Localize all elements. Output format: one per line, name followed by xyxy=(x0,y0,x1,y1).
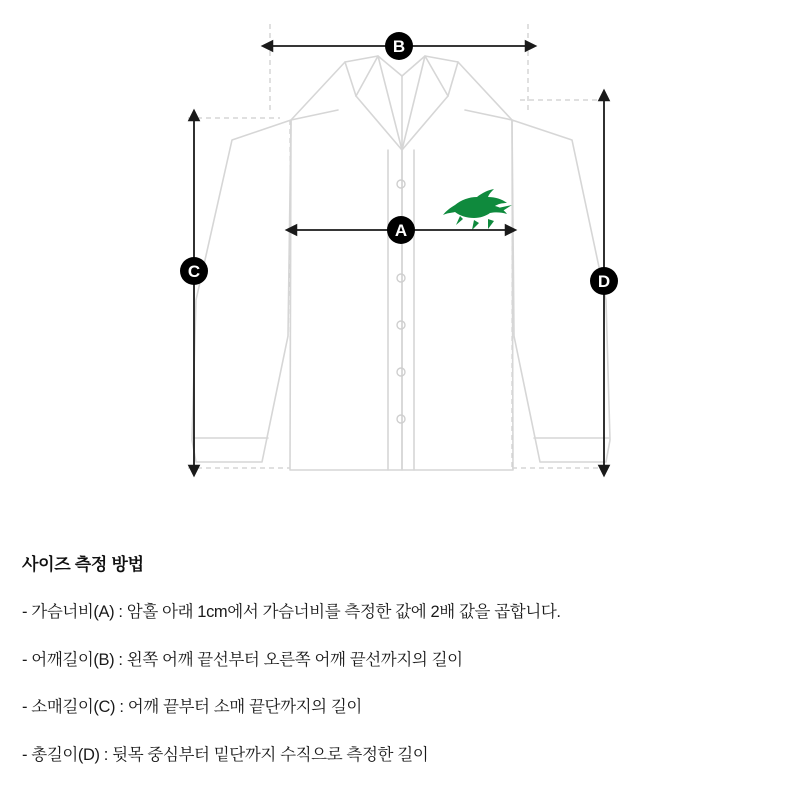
marker-c-label: C xyxy=(187,262,201,281)
guide-title: 사이즈 측정 방법 xyxy=(22,555,144,574)
lacoste-crocodile-logo xyxy=(443,189,512,230)
measurement-guide-section xyxy=(0,520,800,766)
guide-list xyxy=(22,602,778,766)
dimension-d-total xyxy=(590,100,618,466)
marker-b-label: B xyxy=(392,37,406,56)
dimension-a-chest xyxy=(296,216,506,244)
guide-item-shoulder: - 어깨길이(B) : 왼쪽 어깨 끝선부터 오른쪽 어깨 끝선까지의 길이 xyxy=(22,650,463,669)
guide-item-chest: - 가슴너비(A) : 암홀 아래 1cm에서 가슴너비를 측정한 값에 2배 값을 곱합니다. xyxy=(22,603,561,621)
guide-item-sleeve: - 소매길이(C) : 어깨 끝부터 소매 끝단까지의 길이 xyxy=(22,698,362,717)
dimension-b-shoulder xyxy=(272,32,526,60)
marker-d-label: D xyxy=(597,272,611,291)
guide-dashed-lines xyxy=(188,24,604,470)
dimension-c-sleeve xyxy=(180,120,208,466)
marker-a-label: A xyxy=(394,221,408,240)
guide-item-total: - 총길이(D) : 뒷목 중심부터 밑단까지 수직으로 측정한 길이 xyxy=(22,745,429,764)
